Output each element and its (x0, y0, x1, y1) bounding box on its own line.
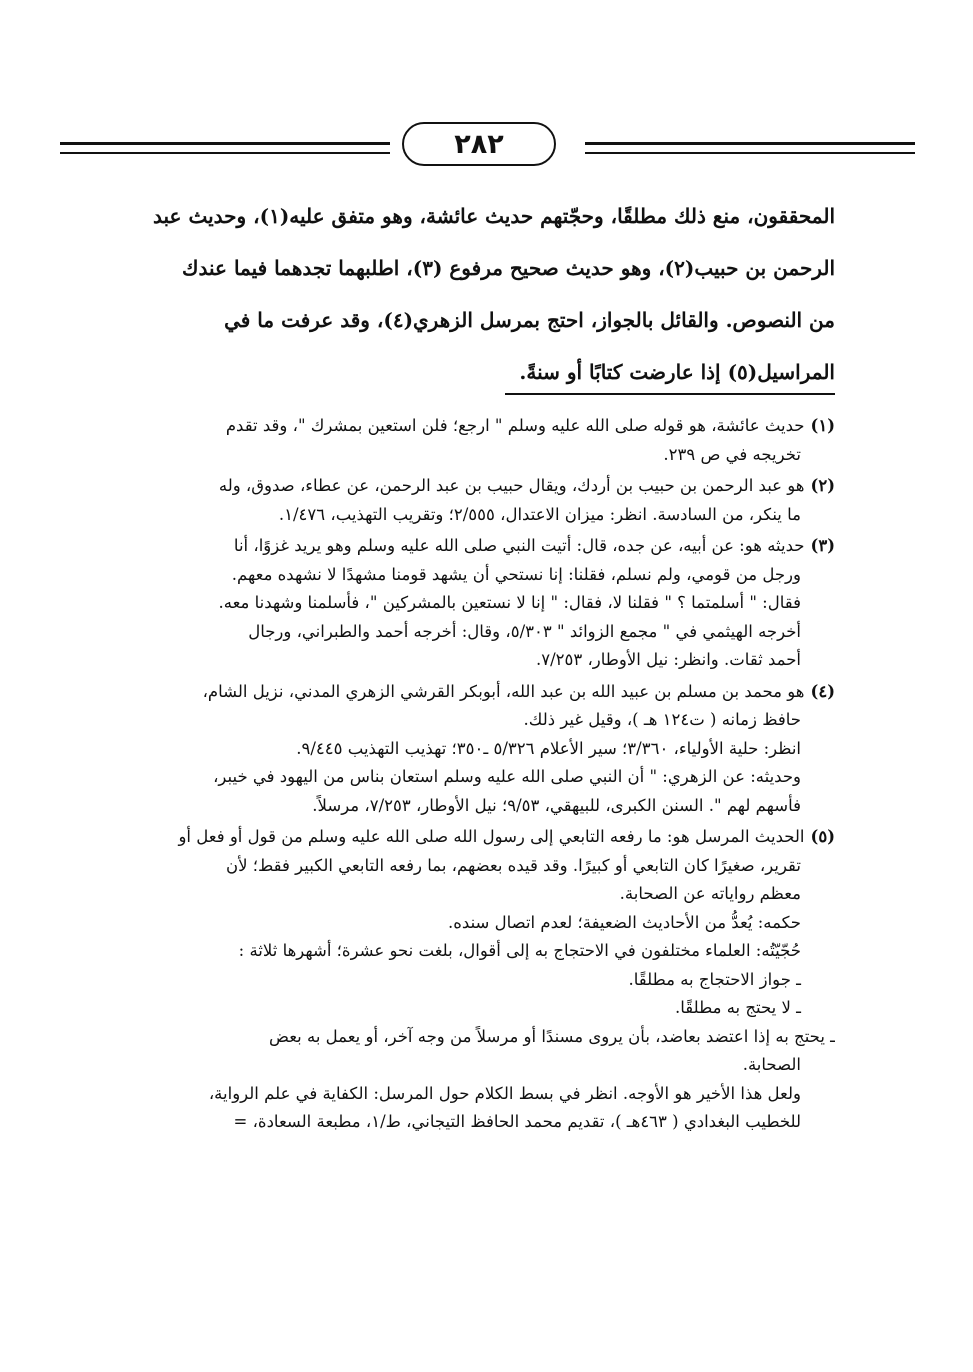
footnote-line: أخرجه الهيثمي في " مجمع الزوائد " ٥/٣٠٣، وقال: أخرجه أحمد والطبراني، ورجال (248, 621, 801, 641)
footnote-number: (٤) (810, 681, 835, 701)
footnote-line: تخريجه في ص ٢٣٩. (663, 444, 801, 464)
footnote-number: (٣) (810, 536, 835, 555)
footnotes (62, 412, 835, 1140)
main-text (130, 190, 835, 398)
footnote-number: (٢) (810, 476, 835, 495)
main-text-line: المحققون، منع ذلك مطلقًا، وحجّتهم حديث عائشة، وهو متفق عليه(١)، وحديث عبد (153, 204, 835, 228)
footnote-line: ورجل من قومي، ولم نسلم، فقلنا: إنا نستحي أن يشهد قومنا مشهدًا لا نشهده معهم. (231, 564, 801, 584)
footnote-line: هو عبد الرحمن بن حبيب بن أردك، ويقال حبيب بن عبد الرحمن، عن عطاء، صدوق، وله (218, 476, 805, 495)
footnote-line: هو محمد بن مسلم بن عبيد الله بن عبد الله، أبوبكر القرشي الزهري المدني، نزيل الشام، (202, 681, 805, 701)
footnote-2 (62, 472, 835, 529)
footnote-number: (٥) (810, 827, 835, 846)
footnote-divider (505, 393, 835, 395)
footnote-line: معظم رواياته عن الصحابة. (619, 884, 801, 903)
footnote-line: حافظ زمانه ( ت١٢٤ هـ )، وقيل غير ذلك. (523, 710, 801, 729)
footnote-line: حكمه: يُعدُّ من الأحاديث الضعيفة؛ لعدم اتصال سنده. (448, 912, 801, 932)
footnote-line: تقرير، صغيرًا كان التابعي أو كبيرًا. وقد قيده بعضهم، بما رفعه التابعي الكبير فقط؛ لأن (225, 855, 801, 875)
footnote-3 (62, 532, 835, 675)
header-rule-right (585, 142, 915, 154)
page-header (60, 122, 915, 166)
footnote-line: ـ جواز الاحتجاج به مطلقًا. (628, 969, 801, 989)
main-text-line: الرحمن بن حبيب(٢)، وهو حديث صحيح مرفوع (٣)، اطلبهما تجدهما فيما عندك (182, 256, 835, 280)
footnote-line: فقال: " أسلمتما ؟ " فقلنا لا، فقال: " إنا لا نستعين بالمشركين "، فأسلمنا وشهدنا معه. (218, 593, 801, 612)
footnote-line: ما ينكر، من السادسة. انظر: ميزان الاعتدال، ٢/٥٥٥؛ وتقريب التهذيب، ١/٤٧٦. (278, 504, 801, 524)
page-number: ٢٨٢ (454, 128, 504, 160)
footnote-line: انظر: حلية الأولياء، ٣/٣٦٠؛ سير الأعلام ٥/٣٢٦ ـ٣٥٠؛ تهذيب التهذيب ٩/٤٤٥. (296, 738, 801, 758)
page-number-badge (402, 122, 556, 166)
footnote-line: للخطيب البغدادي ( ٤٦٣هـ )، تقديم محمد الحافظ التيجاني، ط/١، مطبعة السعادة، = (233, 1112, 801, 1131)
main-text-line: المراسيل(٥) إذا عارضت كتابًا أو سنةً. (519, 360, 835, 384)
footnote-line: حديثه هو: عن أبيه، عن جده، قال: أتيت النبي صلى الله عليه وسلم وهو يريد غزوًا، أنا (233, 536, 805, 555)
footnote-4 (62, 678, 835, 821)
footnote-line: ـ يحتج به إذا اعتضد بعاضد، بأن يروى مسندًا أو مرسلاً من وجه آخر، أو يعمل به بعض (268, 1026, 835, 1046)
footnote-5 (62, 823, 835, 1137)
footnote-line: وحديثه: عن الزهري: " أن النبي صلى الله عليه وسلم استعان بناس من اليهود في خيبر، (213, 767, 801, 786)
footnote-line: حديث عائشة، هو قوله صلى الله عليه وسلم " ارجع؛ فلن استعين بمشرك "، وقد تقدم (225, 416, 805, 435)
header-rule-left (60, 142, 390, 154)
footnote-1 (62, 412, 835, 469)
footnote-line: الحديث المرسل هو: ما رفعه التابعي إلى رسول الله صلى الله عليه وسلم من قول أو فعل أو (178, 827, 805, 846)
footnote-number: (١) (810, 416, 835, 435)
footnote-line: ـ لا يحتج به مطلقًا. (675, 998, 801, 1017)
footnote-line: فأسهم لهم ". السنن الكبرى، للبيهقي، ٩/٥٣؛ نيل الأوطار، ٧/٢٥٣، مرسلاً. (312, 795, 801, 815)
main-text-line: من النصوص. والقائل بالجواز، احتج بمرسل الزهري(٤)، وقد عرفت ما في (224, 308, 835, 332)
footnote-line: الصحابة. (742, 1055, 801, 1074)
footnote-line: حُجّيّتُه: العلماء مختلفون في الاحتجاج به إلى أقوال، بلغت نحو عشرة؛ أشهرها ثلاثة : (238, 941, 801, 960)
footnote-line: ولعل هذا الأخير هو الأوجه. انظر في بسط الكلام حول المرسل: الكفاية في علم الرواية، (208, 1083, 801, 1103)
footnote-line: أحمد ثقات. وانظر: نيل الأوطار، ٧/٢٥٣. (535, 650, 801, 669)
